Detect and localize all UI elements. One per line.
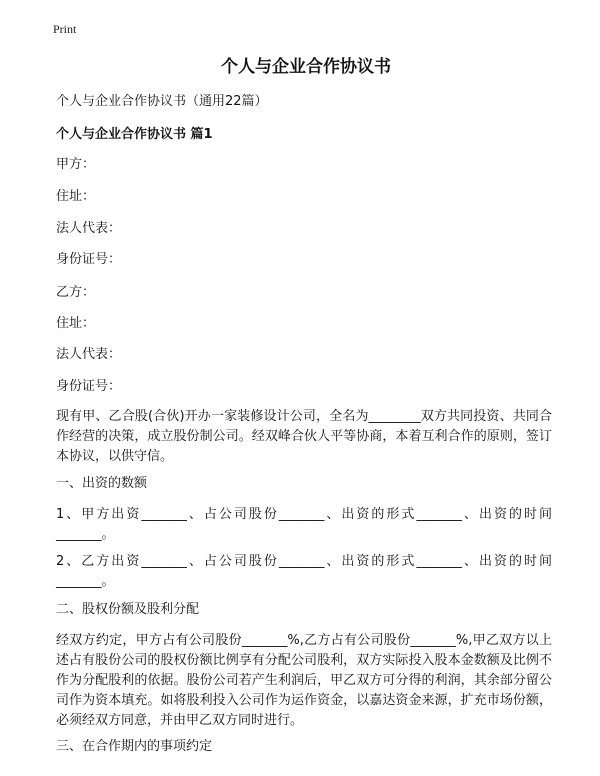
- field-address-a: 住址：: [56, 189, 96, 204]
- field-legal-rep-b: 法人代表：: [56, 347, 122, 362]
- document-title: 个人与企业合作协议书: [221, 57, 391, 77]
- print-link[interactable]: Print: [53, 22, 77, 36]
- field-address-b: 住址：: [56, 316, 96, 331]
- field-legal-rep-a: 法人代表：: [56, 221, 122, 236]
- heading-equity: 二、股权份额及股利分配: [56, 602, 200, 617]
- equity-paragraph: 经双方约定，甲方占有公司股份_______%,乙方占有公司股份_______%,甲乙双方以上述占有股份公司的股权份额比例享有分配公司股利，双方实际投入股本金数额及比例不作为分配股利的依据。股份公司若产生利润后，甲乙双方可分得的利润，其余部分留公司作为资本填充。如将股利投入公司作为运作资金，以嘉达资金来源，扩充市场份额，必须经双方同意，并由甲乙双方同时进行。: [56, 633, 552, 728]
- section-heading: 个人与企业合作协议书 篇1: [56, 127, 213, 142]
- intro-paragraph: 现有甲、乙合股(合伙)开办一家装修设计公司，全名为________双方共同投资、共同合作经营的决策，成立股份制公司。经双峰合伙人平等协商，本着互利合作的原则，签订本协议，以供守信。: [56, 409, 552, 464]
- heading-contribution: 一、出资的数额: [56, 476, 148, 491]
- field-id-number-b: 身份证号：: [56, 379, 122, 394]
- field-party-b: 乙方：: [56, 285, 96, 300]
- clause-party-a-contribution: 1、甲方出资_______、占公司股份_______、出资的形式_______、出资的时间_______。: [56, 507, 552, 542]
- heading-cooperation-terms: 三、在合作期内的事项约定: [56, 739, 213, 754]
- field-party-a: 甲方：: [56, 157, 96, 172]
- field-id-number-a: 身份证号：: [56, 252, 122, 267]
- document-subtitle: 个人与企业合作协议书（通用22篇）: [56, 94, 268, 109]
- clause-party-b-contribution: 2、乙方出资_______、占公司股份_______、出资的形式_______、出资的时间_______。: [56, 554, 552, 589]
